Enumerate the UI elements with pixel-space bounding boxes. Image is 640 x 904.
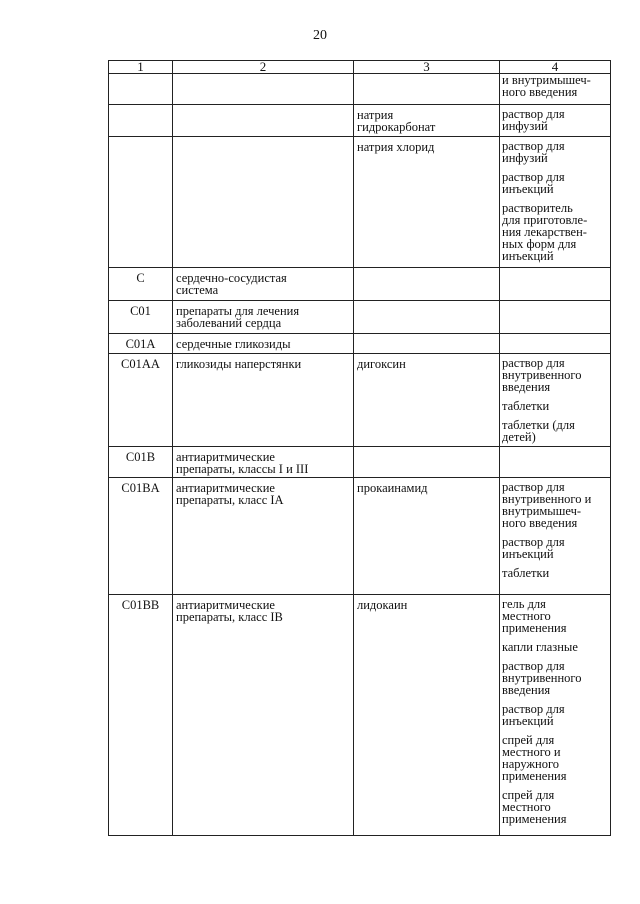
table-row	[109, 334, 611, 354]
group-text-line: препараты для лечения	[176, 304, 300, 318]
column-header: 1	[109, 61, 173, 74]
drug-text-line: лидокаин	[357, 598, 408, 612]
dosage-form-item	[502, 478, 610, 532]
dosage-form-item	[502, 415, 610, 446]
dosage-form-text-line: раствор для	[502, 356, 565, 370]
table-row	[109, 447, 611, 478]
dosage-form-item	[502, 198, 610, 265]
table-row	[109, 268, 611, 301]
drug-name-cell	[354, 137, 500, 268]
dosage-form-text-line: внутримышеч-	[502, 504, 582, 518]
dosage-form-text-line: местного	[502, 609, 551, 623]
dosage-form-text-line: ного введения	[502, 85, 578, 99]
table-header-row	[109, 61, 611, 74]
drug-text-line: дигоксин	[357, 357, 406, 371]
dosage-form-text-line: введения	[502, 380, 551, 394]
group-text-line: антиаритмические	[176, 598, 275, 612]
anatomical-group-cell	[173, 354, 354, 447]
dosage-form-text-line: инфузий	[502, 151, 548, 165]
group-text-line: препараты, классы I и III	[176, 462, 309, 476]
atc-code-cell: C01B	[109, 447, 173, 478]
dosage-form-text-line: раствор для	[502, 107, 565, 121]
drug-name-cell	[354, 74, 500, 105]
dosage-form-cell	[500, 137, 611, 268]
column-header: 2	[173, 61, 354, 74]
dosage-form-text-line: применения	[502, 812, 567, 826]
dosage-form-text-line: спрей для	[502, 788, 555, 802]
dosage-form-cell	[500, 478, 611, 595]
dosage-form-text-line: таблетки	[502, 566, 550, 580]
anatomical-group-cell	[173, 74, 354, 105]
dosage-form-text-line: раствор для	[502, 170, 565, 184]
dosage-form-text-line: для приготовле-	[502, 213, 588, 227]
dosage-form-cell	[500, 334, 611, 354]
anatomical-group-cell	[173, 301, 354, 334]
atc-code-cell: C01A	[109, 334, 173, 354]
dosage-form-cell	[500, 595, 611, 836]
group-text-line: гликозиды наперстянки	[176, 357, 302, 371]
drug-name-cell	[354, 447, 500, 478]
drug-text-line: прокаинамид	[357, 481, 428, 495]
dosage-form-text-line: инъекций	[502, 714, 554, 728]
atc-code-cell: C01BB	[109, 595, 173, 836]
atc-code-cell	[109, 105, 173, 137]
dosage-form-text-line: раствор для	[502, 480, 565, 494]
dosage-form-cell	[500, 354, 611, 447]
anatomical-group-cell	[173, 478, 354, 595]
anatomical-group-cell	[173, 595, 354, 836]
dosage-form-item	[502, 656, 610, 699]
dosage-form-text-line: внутривенного	[502, 671, 582, 685]
dosage-form-text-line: внутривенного и	[502, 492, 592, 506]
dosage-form-item	[502, 699, 610, 730]
atc-code-cell: C01BA	[109, 478, 173, 595]
drug-name-cell	[354, 478, 500, 595]
anatomical-group-cell	[173, 268, 354, 301]
dosage-form-cell	[500, 105, 611, 137]
dosage-form-text-line: детей)	[502, 430, 536, 444]
dosage-form-text-line: раствор для	[502, 139, 565, 153]
dosage-form-item	[502, 730, 610, 785]
group-text-line: заболеваний сердца	[176, 316, 282, 330]
dosage-form-item	[502, 637, 610, 656]
dosage-form-text-line: ных форм для	[502, 237, 577, 251]
group-text-line: препараты, класс IB	[176, 610, 283, 624]
dosage-form-text-line: применения	[502, 769, 567, 783]
dosage-form-text-line: внутривенного	[502, 368, 582, 382]
dosage-form-item	[502, 563, 610, 582]
table-row	[109, 137, 611, 268]
anatomical-group-cell	[173, 334, 354, 354]
dosage-form-text-line: таблетки	[502, 399, 550, 413]
dosage-form-item	[502, 595, 610, 637]
drug-name-cell	[354, 105, 500, 137]
atc-code-cell: C01AA	[109, 354, 173, 447]
group-text-line: препараты, класс IA	[176, 493, 284, 507]
dosage-form-text-line: раствор для	[502, 702, 565, 716]
table-row	[109, 595, 611, 836]
dosage-form-text-line: наружного	[502, 757, 560, 771]
dosage-form-text-line: применения	[502, 621, 567, 635]
dosage-form-text-line: местного и	[502, 745, 561, 759]
dosage-form-text-line: инъекций	[502, 547, 554, 561]
dosage-form-item	[502, 532, 610, 563]
drug-name-cell	[354, 268, 500, 301]
dosage-form-text-line: раствор для	[502, 659, 565, 673]
drug-name-cell	[354, 595, 500, 836]
dosage-form-text-line: инъекций	[502, 249, 554, 263]
dosage-form-text-line: растворитель	[502, 201, 573, 215]
dosage-form-item	[502, 396, 610, 415]
dosage-form-cell	[500, 268, 611, 301]
drug-text-line: натрия	[357, 108, 394, 122]
drug-text-line: гидрокарбонат	[357, 120, 436, 134]
dosage-form-item	[502, 137, 610, 167]
dosage-form-item	[502, 105, 610, 135]
dosage-form-text-line: инъекций	[502, 182, 554, 196]
atc-code-cell	[109, 137, 173, 268]
anatomical-group-cell	[173, 447, 354, 478]
dosage-form-text-line: введения	[502, 683, 551, 697]
page-number: 20	[313, 28, 327, 43]
group-text-line: антиаритмические	[176, 450, 275, 464]
dosage-form-cell	[500, 301, 611, 334]
dosage-form-text-line: и внутримышеч-	[502, 73, 591, 87]
group-text-line: система	[176, 283, 219, 297]
dosage-form-text-line: таблетки (для	[502, 418, 575, 432]
atc-code-cell: C01	[109, 301, 173, 334]
dosage-form-item	[502, 354, 610, 396]
column-header: 4	[500, 61, 611, 74]
dosage-form-text-line: капли глазные	[502, 640, 578, 654]
table-row	[109, 301, 611, 334]
dosage-form-text-line: ного введения	[502, 516, 578, 530]
dosage-form-text-line: инфузий	[502, 119, 548, 133]
atc-code-cell: C	[109, 268, 173, 301]
drug-text-line: натрия хлорид	[357, 140, 435, 154]
drug-name-cell	[354, 354, 500, 447]
column-header: 3	[354, 61, 500, 74]
dosage-form-text-line: ния лекарствен-	[502, 225, 587, 239]
group-text-line: сердечные гликозиды	[176, 337, 291, 351]
dosage-form-cell	[500, 447, 611, 478]
table-row	[109, 74, 611, 105]
dosage-form-cell	[500, 74, 611, 105]
table-row	[109, 354, 611, 447]
drug-table	[108, 60, 611, 836]
dosage-form-text-line: спрей для	[502, 733, 555, 747]
drug-name-cell	[354, 301, 500, 334]
dosage-form-item	[502, 74, 610, 101]
drug-name-cell	[354, 334, 500, 354]
dosage-form-item	[502, 785, 610, 828]
dosage-form-text-line: гель для	[502, 597, 546, 611]
atc-code-cell	[109, 74, 173, 105]
table-row	[109, 478, 611, 595]
table-row	[109, 105, 611, 137]
group-text-line: антиаритмические	[176, 481, 275, 495]
dosage-form-text-line: местного	[502, 800, 551, 814]
dosage-form-text-line: раствор для	[502, 535, 565, 549]
group-text-line: сердечно-сосудистая	[176, 271, 287, 285]
anatomical-group-cell	[173, 105, 354, 137]
anatomical-group-cell	[173, 137, 354, 268]
dosage-form-item	[502, 167, 610, 198]
